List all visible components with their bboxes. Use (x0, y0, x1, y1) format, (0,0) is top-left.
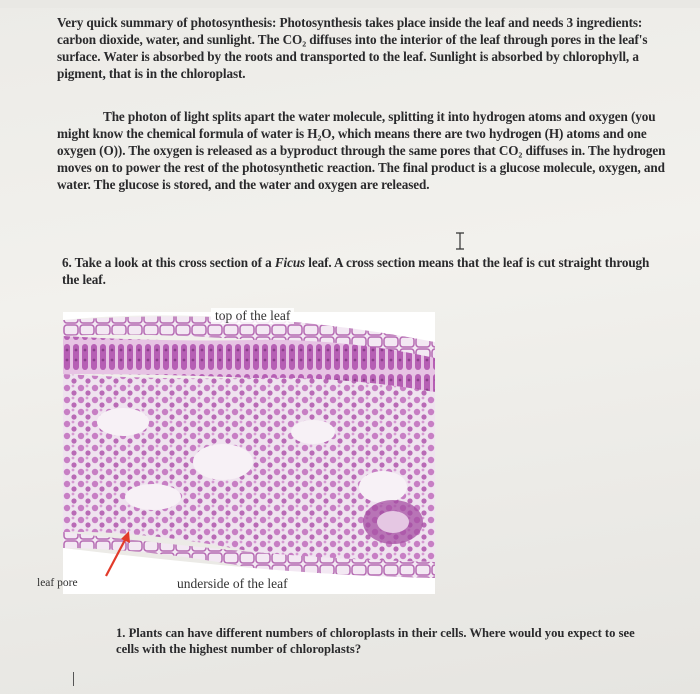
text-cursor-icon (455, 232, 465, 250)
label-leaf-pore: leaf pore (37, 577, 78, 589)
question-6-prefix: 6. Take a look at this cross section of a (62, 255, 275, 270)
question-6-species: Ficus (274, 255, 306, 270)
page-top-edge (0, 0, 700, 8)
leaf-pore-arrow-icon (100, 528, 134, 580)
question-6-suffix: leaf. A cross section means that the leaf is cut straight through the leaf. (62, 255, 650, 287)
label-top-of-leaf: top of the leaf (211, 308, 294, 324)
summary-paragraph-2: The photon of light splits apart the water molecule, splitting it into hydrogen atoms and oxygen (you might know the chemical formula of water is H₂O, which means there are two hydrogen (H) atoms and one oxygen (O)). The oxygen is released as a byproduct through the same pores that CO₂ diffuses in. The hydrogen moves on to power the rest of the photosynthetic reaction. The final product is a glucose molecule, oxygen, and water. The glucose is stored, and the water and oxygen are released. (57, 109, 666, 192)
question-6 (62, 254, 662, 288)
question-1: 1. Plants can have different numbers of chloroplasts in their cells. Where would you expect to see cells with the highest number of chloroplasts? (116, 626, 635, 656)
summary-heading: Very quick summary of photosynthesis: (57, 15, 277, 30)
text-caret (73, 672, 74, 686)
summary-text-1: Photosynthesis takes place inside the leaf and needs 3 ingredients: carbon dioxide, water, and sunlight. The CO₂ diffuses into the interior of the leaf through pores in the leaf's surface. Water is absorbed by the roots and transported to the leaf. Sunlight is absorbed by chlorophyll, a pigment, that is in the chloroplast. (57, 15, 648, 81)
summary-paragraph-1 (57, 14, 667, 82)
label-underside-of-leaf: underside of the leaf (173, 576, 292, 592)
